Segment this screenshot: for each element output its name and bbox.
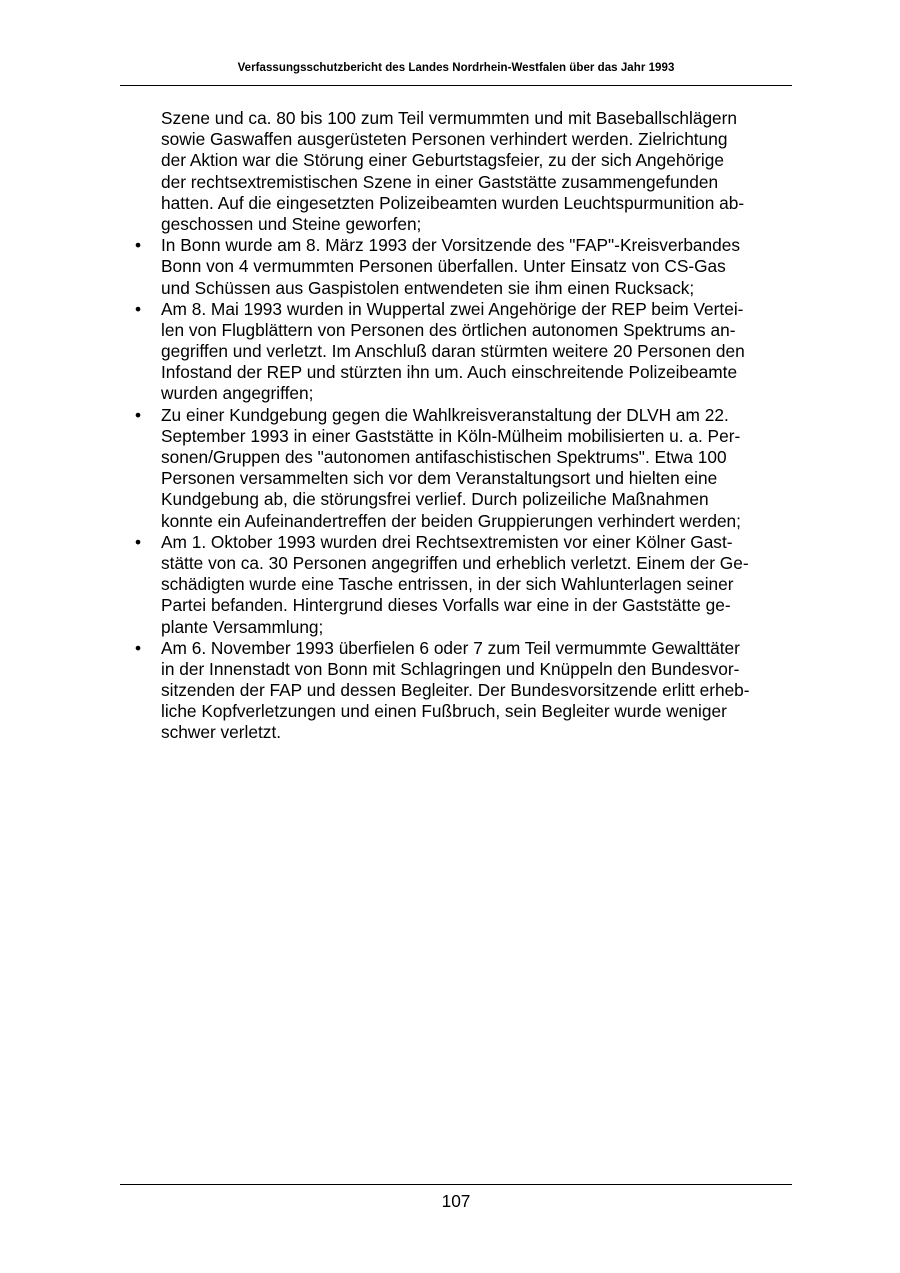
list-item xyxy=(120,638,792,744)
bullet-icon: • xyxy=(135,235,142,256)
text-line: Szene und ca. 80 bis 100 zum Teil vermummten und mit Baseballschlägern xyxy=(161,108,738,128)
text-line: len von Flugblättern von Personen des örtlichen autonomen Spektrums an- xyxy=(161,319,736,340)
text-line-content: Am 1. Oktober 1993 wurden drei Rechtsextremisten vor einer Kölner Gast- xyxy=(161,531,733,552)
text-line: und Schüssen aus Gaspistolen entwendeten sie ihm einen Rucksack; xyxy=(161,277,695,298)
continuation-paragraph xyxy=(120,108,792,235)
list-item xyxy=(120,299,792,405)
text-line: schwer verletzt. xyxy=(161,722,282,743)
text-line: Bonn von 4 vermummten Personen überfallen. Unter Einsatz von CS-Gas xyxy=(161,256,726,277)
text-line: konnte ein Aufeinandertreffen der beiden Gruppierungen verhindert werden; xyxy=(161,510,741,531)
text-line: geschossen und Steine geworfen; xyxy=(161,213,422,234)
text-line xyxy=(120,405,792,426)
text-line: der rechtsextremistischen Szene in einer Gaststätte zusammengefunden xyxy=(161,171,719,192)
running-header: Verfassungsschutzbericht des Landes Nordrhein-Westfalen über das Jahr 1993 xyxy=(237,62,675,74)
bullet-icon: • xyxy=(135,298,142,319)
text-line: sitzenden der FAP und dessen Begleiter. Der Bundesvorsitzende erlitt erheb- xyxy=(161,680,750,701)
text-line: in der Innenstadt von Bonn mit Schlagringen und Knüppeln den Bundesvor- xyxy=(161,658,740,679)
text-line: der Aktion war die Störung einer Geburtstagsfeier, zu der sich Angehörige xyxy=(161,150,724,171)
bullet-icon: • xyxy=(135,531,142,552)
text-line: September 1993 in einer Gaststätte in Köln-Mülheim mobilisierten u. a. Per- xyxy=(161,425,741,446)
header-divider xyxy=(120,85,792,86)
text-line: sowie Gaswaffen ausgerüsteten Personen verhindert werden. Zielrichtung xyxy=(161,129,728,150)
text-line: Kundgebung ab, die störungsfrei verlief. Durch polizeiliche Maßnahmen xyxy=(161,489,709,510)
text-line: Partei befanden. Hintergrund dieses Vorfalls war eine in der Gaststätte ge- xyxy=(161,595,731,616)
text-line: Infostand der REP und stürzten ihn um. Auch einschreitende Polizeibeamte xyxy=(161,362,738,383)
page-number: 107 xyxy=(441,1191,471,1211)
text-line: schädigten wurde eine Tasche entrissen, in der sich Wahlunterlagen seiner xyxy=(161,574,734,595)
text-line xyxy=(120,235,792,256)
text-line xyxy=(120,638,792,659)
text-line: hatten. Auf die eingesetzten Polizeibeamten wurden Leuchtspurmunition ab- xyxy=(161,192,745,213)
text-line: stätte von ca. 30 Personen angegriffen und erheblich verletzt. Einem der Ge- xyxy=(161,552,749,573)
list-item xyxy=(120,532,792,638)
text-line: gegriffen und verletzt. Im Anschluß daran stürmten weitere 20 Personen den xyxy=(161,341,745,362)
text-line xyxy=(120,299,792,320)
text-line: plante Versammlung; xyxy=(161,616,324,637)
text-line-content: Am 6. November 1993 überfielen 6 oder 7 zum Teil vermummte Gewalttäter xyxy=(161,637,740,658)
text-line-content: In Bonn wurde am 8. März 1993 der Vorsitzende des "FAP"-Kreisverbandes xyxy=(161,235,741,256)
page-body xyxy=(120,108,792,744)
text-line xyxy=(120,532,792,553)
text-line: Personen versammelten sich vor dem Veranstaltungsort und hielten eine xyxy=(161,468,718,489)
list-item xyxy=(120,235,792,299)
bullet-icon: • xyxy=(135,404,142,425)
text-line-content: Am 8. Mai 1993 wurden in Wuppertal zwei Angehörige der REP beim Vertei- xyxy=(161,298,744,319)
bullet-icon: • xyxy=(135,637,142,658)
list-item xyxy=(120,405,792,532)
text-line: wurden angegriffen; xyxy=(161,383,314,404)
footer-divider xyxy=(120,1184,792,1185)
text-line: liche Kopfverletzungen und einen Fußbruch, sein Begleiter wurde weniger xyxy=(161,701,727,722)
text-line: sonen/Gruppen des "autonomen antifaschistischen Spektrums". Etwa 100 xyxy=(161,447,727,467)
text-line-content: Zu einer Kundgebung gegen die Wahlkreisveranstaltung der DLVH am 22. xyxy=(161,404,729,425)
